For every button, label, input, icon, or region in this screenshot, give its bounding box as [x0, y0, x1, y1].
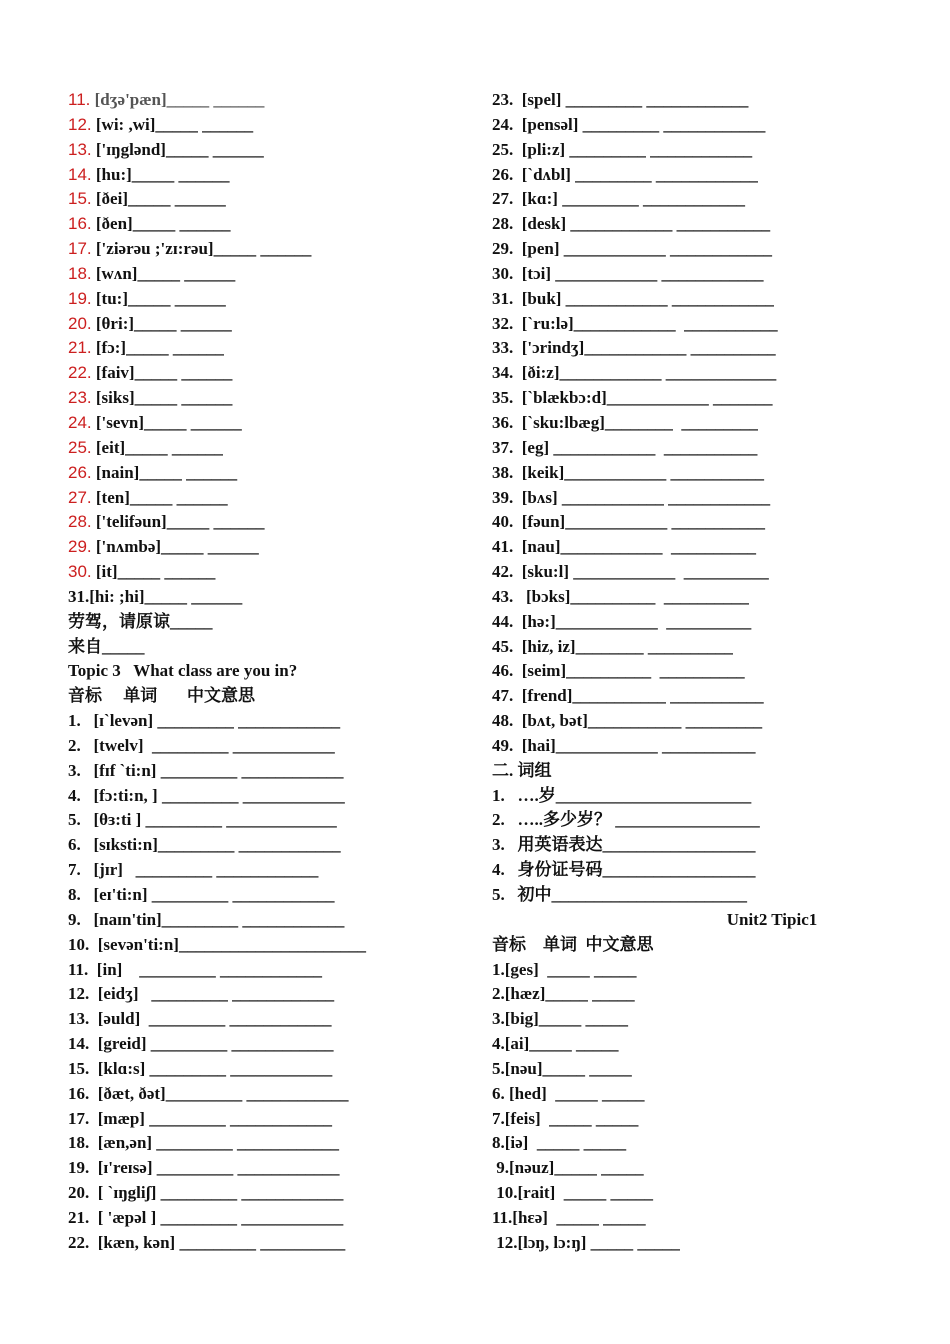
vocab-text: [it]_____ ______ [91, 562, 216, 582]
vocab-text: 劳驾，请原谅_____ [68, 611, 213, 631]
item-number: 21. [68, 338, 92, 358]
vocab-line [68, 287, 468, 312]
vocab-line: 29. [pen] ____________ ____________ [492, 239, 773, 259]
vocab-line: 11.[hɛə] _____ _____ [492, 1207, 646, 1227]
item-number: 15. [68, 189, 92, 209]
vocab-line: 23. [spel] _________ ____________ [492, 90, 749, 109]
vocab-line [68, 212, 468, 237]
item-number: 18. [68, 263, 92, 283]
vocab-line: 9.[nəuz]_____ _____ [492, 1158, 644, 1178]
vocab-line [68, 1156, 468, 1181]
vocab-text: ['telifəun]_____ ______ [91, 512, 265, 532]
right-column [492, 88, 892, 1256]
vocab-line [68, 88, 468, 113]
vocab-line: 33. ['ɔrindʒ]____________ __________ [492, 338, 776, 358]
vocab-line: 12.[lɔŋ, lɔ:ŋ] _____ _____ [492, 1232, 680, 1252]
vocab-text: 11. [in] _________ ____________ [68, 959, 323, 979]
vocab-text: 来自_____ [68, 636, 145, 656]
vocab-line [68, 1181, 468, 1206]
vocab-line: 37. [eg] ____________ ___________ [492, 437, 758, 457]
vocab-line [68, 113, 468, 138]
vocab-line: 45. [hiz, iz]________ __________ [492, 636, 733, 656]
vocab-line [68, 486, 468, 511]
vocab-line [68, 759, 468, 784]
vocab-text: [wʌn]_____ ______ [91, 263, 236, 283]
vocab-line: 41. [nau]____________ __________ [492, 537, 756, 557]
vocab-line: 8.[iə] _____ _____ [492, 1133, 627, 1153]
vocab-line [68, 187, 468, 212]
vocab-line: 6. [hed] _____ _____ [492, 1083, 645, 1103]
vocab-line: 1.[ges] _____ _____ [492, 959, 637, 979]
vocab-text: ['ziərəu ;'zɪ:rəu]_____ ______ [91, 239, 312, 259]
vocab-line [68, 933, 468, 958]
item-number: 24. [68, 412, 92, 432]
vocab-text: [siks]_____ ______ [91, 388, 233, 408]
vocab-text: 17. [mæp] _________ ____________ [68, 1108, 332, 1128]
vocab-text: 6. [sɪksti:n]_________ ____________ [68, 835, 341, 855]
vocab-line: 5.[nəu]_____ _____ [492, 1058, 632, 1078]
item-number: 28. [68, 512, 92, 532]
vocab-text: 12. [eidʒ] _________ ____________ [68, 984, 335, 1004]
vocab-line [68, 958, 468, 983]
vocab-line: 音标 单词 中文意思 [492, 934, 654, 954]
item-number: 22. [68, 363, 92, 383]
vocab-line [68, 1032, 468, 1057]
vocab-line: 7.[feis] _____ _____ [492, 1108, 639, 1128]
item-number: 12. [68, 114, 92, 134]
vocab-line: 1. ….岁_______________________ [492, 785, 752, 805]
vocab-line [68, 684, 468, 709]
item-number: 13. [68, 139, 92, 159]
item-number: 19. [68, 288, 92, 308]
vocab-line [68, 1131, 468, 1156]
vocab-text: ['ɪŋglənd]_____ ______ [91, 139, 264, 159]
vocab-line: 40. [fəun]____________ ___________ [492, 512, 765, 532]
vocab-line [68, 461, 468, 486]
vocab-text: 8. [eɪ'ti:n] _________ ____________ [68, 885, 335, 904]
vocab-line [68, 1057, 468, 1082]
vocab-text: 15. [klɑ:s] _________ ____________ [68, 1058, 333, 1078]
item-number: 26. [68, 462, 92, 482]
item-number: 29. [68, 537, 92, 557]
vocab-text: 2. [twelv] _________ ____________ [68, 735, 335, 755]
vocab-line: 28. [desk] ____________ ___________ [492, 214, 771, 234]
item-number: 20. [68, 313, 92, 333]
vocab-line: 25. [pli:z] _________ ____________ [492, 139, 753, 159]
vocab-line [68, 833, 468, 858]
vocab-text: 14. [greid] _________ ____________ [68, 1034, 334, 1054]
vocab-line [68, 659, 468, 684]
item-number: 25. [68, 437, 92, 457]
vocab-text: [ðei]_____ ______ [91, 189, 226, 209]
vocab-line: 32. [ˋru:lə]____________ ___________ [492, 313, 778, 333]
vocab-line [68, 883, 468, 908]
vocab-line [68, 361, 468, 386]
vocab-text: 5. [θɜ:ti ] _________ _____________ [68, 810, 337, 830]
vocab-line: 10.[rait] _____ _____ [492, 1183, 654, 1203]
vocab-text: ['nʌmbə]_____ ______ [91, 537, 259, 557]
vocab-text: 31.[hi: ;hi]_____ ______ [68, 586, 243, 606]
vocab-line: 43. [bɔks]__________ __________ [492, 586, 749, 606]
vocab-line [68, 1231, 468, 1256]
vocab-line: 24. [pensəl] _________ ____________ [492, 114, 766, 134]
vocab-line: 39. [bʌs] ____________ ____________ [492, 487, 771, 507]
vocab-text: 7. [jɪr] _________ ____________ [68, 860, 319, 880]
vocab-line [68, 436, 468, 461]
vocab-line: 5. 初中_______________________ [492, 885, 747, 904]
vocab-line [68, 1082, 468, 1107]
vocab-line [68, 635, 468, 660]
vocab-line [68, 784, 468, 809]
vocab-text: 20. [ ˋɪŋgliʃ] _________ ____________ [68, 1183, 344, 1203]
vocab-line: 4.[ai]_____ _____ [492, 1034, 619, 1054]
vocab-text: 16. [ðæt, ðət]_________ ____________ [68, 1083, 349, 1103]
vocab-text: 10. [sevən'ti:n]______________________ [68, 934, 366, 954]
left-column [68, 88, 468, 1256]
vocab-line [68, 1107, 468, 1132]
vocab-line: 31. [buk] ____________ ____________ [492, 288, 774, 308]
item-number: 11. [68, 90, 91, 109]
vocab-text: 1. [ɪˋlevən] _________ ____________ [68, 711, 341, 731]
vocab-text: [hu:]_____ ______ [91, 164, 230, 184]
vocab-line [68, 1206, 468, 1231]
vocab-line [68, 908, 468, 933]
vocab-text: 3. [fɪf ˋti:n] _________ ____________ [68, 760, 344, 780]
vocab-line [68, 411, 468, 436]
vocab-text: [tu:]_____ ______ [91, 288, 226, 308]
vocab-line: 49. [hai]____________ ___________ [492, 735, 756, 755]
vocab-text: [fɔ:]_____ ______ [91, 338, 224, 358]
vocab-line [68, 237, 468, 262]
item-number: 17. [68, 239, 92, 259]
vocab-text: [wi: ,wi]_____ ______ [91, 114, 254, 134]
vocab-line: 2.[hæz]_____ _____ [492, 984, 635, 1004]
vocab-line [68, 610, 468, 635]
vocab-text: Topic 3 What class are you in? [68, 661, 298, 681]
vocab-text: ['sevn]_____ ______ [91, 412, 242, 432]
vocab-line: 44. [hə:]____________ __________ [492, 611, 752, 631]
vocab-text: 18. [æn,ən] _________ ____________ [68, 1133, 340, 1153]
vocab-text: 音标 单词 中文意思 [68, 686, 255, 706]
vocab-text: 22. [kæn, kən] _________ __________ [68, 1232, 346, 1252]
vocab-line: 38. [keik]____________ ___________ [492, 462, 764, 482]
vocab-line: 26. [ˋdʌbl] _________ ____________ [492, 164, 758, 184]
vocab-line [68, 808, 468, 833]
vocab-line [68, 1007, 468, 1032]
vocab-line [68, 734, 468, 759]
vocab-line: 35. [ˋblækbɔ:d]____________ _______ [492, 388, 773, 408]
vocab-text: [dʒə'pæn]_____ ______ [90, 90, 265, 109]
vocab-text: 19. [ɪ'reɪsə] _________ ____________ [68, 1158, 340, 1178]
vocab-line: 42. [sku:l] ____________ __________ [492, 562, 769, 582]
vocab-line: 30. [tɔi] ____________ ____________ [492, 263, 764, 283]
vocab-line: 48. [bʌt, bət]___________ _________ [492, 711, 763, 731]
vocab-line: 47. [frend]___________ ___________ [492, 686, 764, 706]
vocab-line: 4. 身份证号码__________________ [492, 860, 756, 880]
vocab-text: 13. [əuld] _________ ____________ [68, 1009, 332, 1029]
vocab-text: [nain]_____ ______ [91, 462, 238, 482]
vocab-line [68, 982, 468, 1007]
vocab-line: 二. 词组 [492, 760, 552, 780]
vocab-text: [faiv]_____ ______ [91, 363, 233, 383]
vocab-line [68, 336, 468, 361]
vocab-line: 2. …..多少岁？ _________________ [492, 810, 760, 830]
vocab-line [68, 163, 468, 188]
vocab-text: [ðen]_____ ______ [91, 214, 231, 234]
vocab-text: 21. [ 'æpəl ] _________ ____________ [68, 1207, 344, 1227]
vocab-line [68, 386, 468, 411]
item-number: 30. [68, 562, 92, 582]
vocab-line: 3. 用英语表达__________________ [492, 835, 756, 855]
vocab-line: 46. [seim]__________ __________ [492, 661, 745, 681]
vocab-line [68, 709, 468, 734]
vocab-text: 4. [fɔ:ti:n, ] _________ ____________ [68, 785, 345, 805]
vocab-line [68, 535, 468, 560]
vocab-line [68, 312, 468, 337]
item-number: 27. [68, 487, 92, 507]
item-number: 23. [68, 388, 92, 408]
vocab-text: 9. [naɪn'tin]_________ ____________ [68, 909, 345, 929]
item-number: 16. [68, 214, 92, 234]
section-heading: Unit2 Tipic1 [726, 909, 818, 929]
item-number: 14. [68, 164, 92, 184]
vocab-line [68, 510, 468, 535]
vocab-line [68, 585, 468, 610]
vocab-line [68, 858, 468, 883]
vocab-text: [θri:]_____ ______ [91, 313, 232, 333]
vocab-text: [eit]_____ ______ [91, 437, 223, 457]
vocab-line [68, 138, 468, 163]
vocab-line: 34. [ði:z]____________ _____________ [492, 363, 777, 383]
vocab-text: [ten]_____ ______ [91, 487, 228, 507]
vocab-line: 3.[big]_____ _____ [492, 1009, 628, 1029]
vocab-line [68, 560, 468, 585]
vocab-line: 36. [ˋsku:lbæg]________ _________ [492, 412, 758, 432]
vocab-line [68, 262, 468, 287]
vocab-line: 27. [kɑ:] _________ ____________ [492, 189, 745, 209]
